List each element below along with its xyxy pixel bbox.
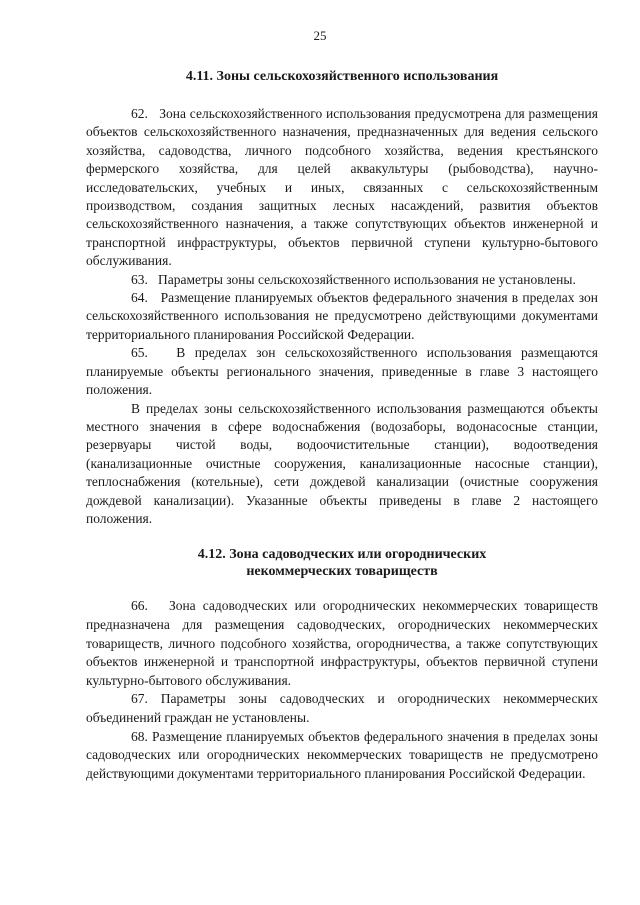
paragraph-62: 62. Зона сельскохозяйственного использования предусмотрена для размещения объектов сельскохозяйственного назначения, предназначенных для ведения сельского хозяйства, садоводства, личного подсобного хозяйства, ведения крестьянского фермерского хозяйства, для целей аквакультуры (рыбоводства), научно-исследовательских, учебных и иных, связанных с сельскохозяйственным производством, создания защитных лесных насаждений, развития объектов сельскохозяйственного назначения, а также сопутствующих объектов инженерной и транспортной инфраструктуры, объектов первичной ступени культурно-бытового обслуживания. (86, 106, 598, 269)
section-title-4-12-line2: некоммерческих товариществ (246, 564, 438, 580)
section-title-4-12 (86, 546, 598, 580)
paragraph-65: 65. В пределах зон сельскохозяйственного использования размещаются планируемые объекты регионального значения, приведенные в главе 3 настоящего положения. (86, 345, 598, 398)
section-title-4-11: 4.11. Зоны сельскохозяйственного использования (185, 69, 499, 84)
paragraph-64: 64. Размещение планируемых объектов федерального значения в пределах зон сельскохозяйственного использования не предусмотрено действующими документами территориального планирования Российской Федерации. (86, 290, 598, 342)
document-body (86, 68, 598, 783)
paragraph-67: 67. Параметры зоны садоводческих и огороднических некоммерческих объединений граждан не установлены. (86, 691, 598, 725)
paragraph-68: 68. Размещение планируемых объектов федерального значения в пределах зоны садоводческих или огороднических некоммерческих товариществ не предусмотрено действующими документами территориального планирования Российской Федерации. (86, 728, 598, 781)
paragraph-63: 63. Параметры зоны сельскохозяйственного использования не установлены. (131, 271, 576, 287)
page-number: 25 (313, 28, 327, 43)
section-zone-agricultural (86, 68, 598, 528)
paragraph-66: 66. Зона садоводческих или огороднических некоммерческих товариществ предназначена для размещения садоводческих, огороднических некоммерческих товариществ, личного подсобного хозяйства, огородничества, а также сопутствующих объектов инженерной и транспортной инфраструктуры, объектов первичной ступени культурно-бытового обслуживания. (86, 598, 598, 688)
section-title-4-12-line1: 4.12. Зона садоводческих или огороднических (197, 547, 487, 563)
paragraph-local-objects: В пределах зоны сельскохозяйственного использования размещаются объекты местного значения в сфере водоснабжения (водозаборы, водонасосные станции, резервуары чистой воды, водоочистительные станции), водоотведения (канализационные очистные сооружения, канализационные насосные станции), теплоснабжения (котельные), сети дождевой канализации (очистные сооружения дождевой канализации). Указанные объекты приведены в главе 2 настоящего положения. (86, 400, 598, 526)
section-zone-gardening (86, 546, 598, 783)
